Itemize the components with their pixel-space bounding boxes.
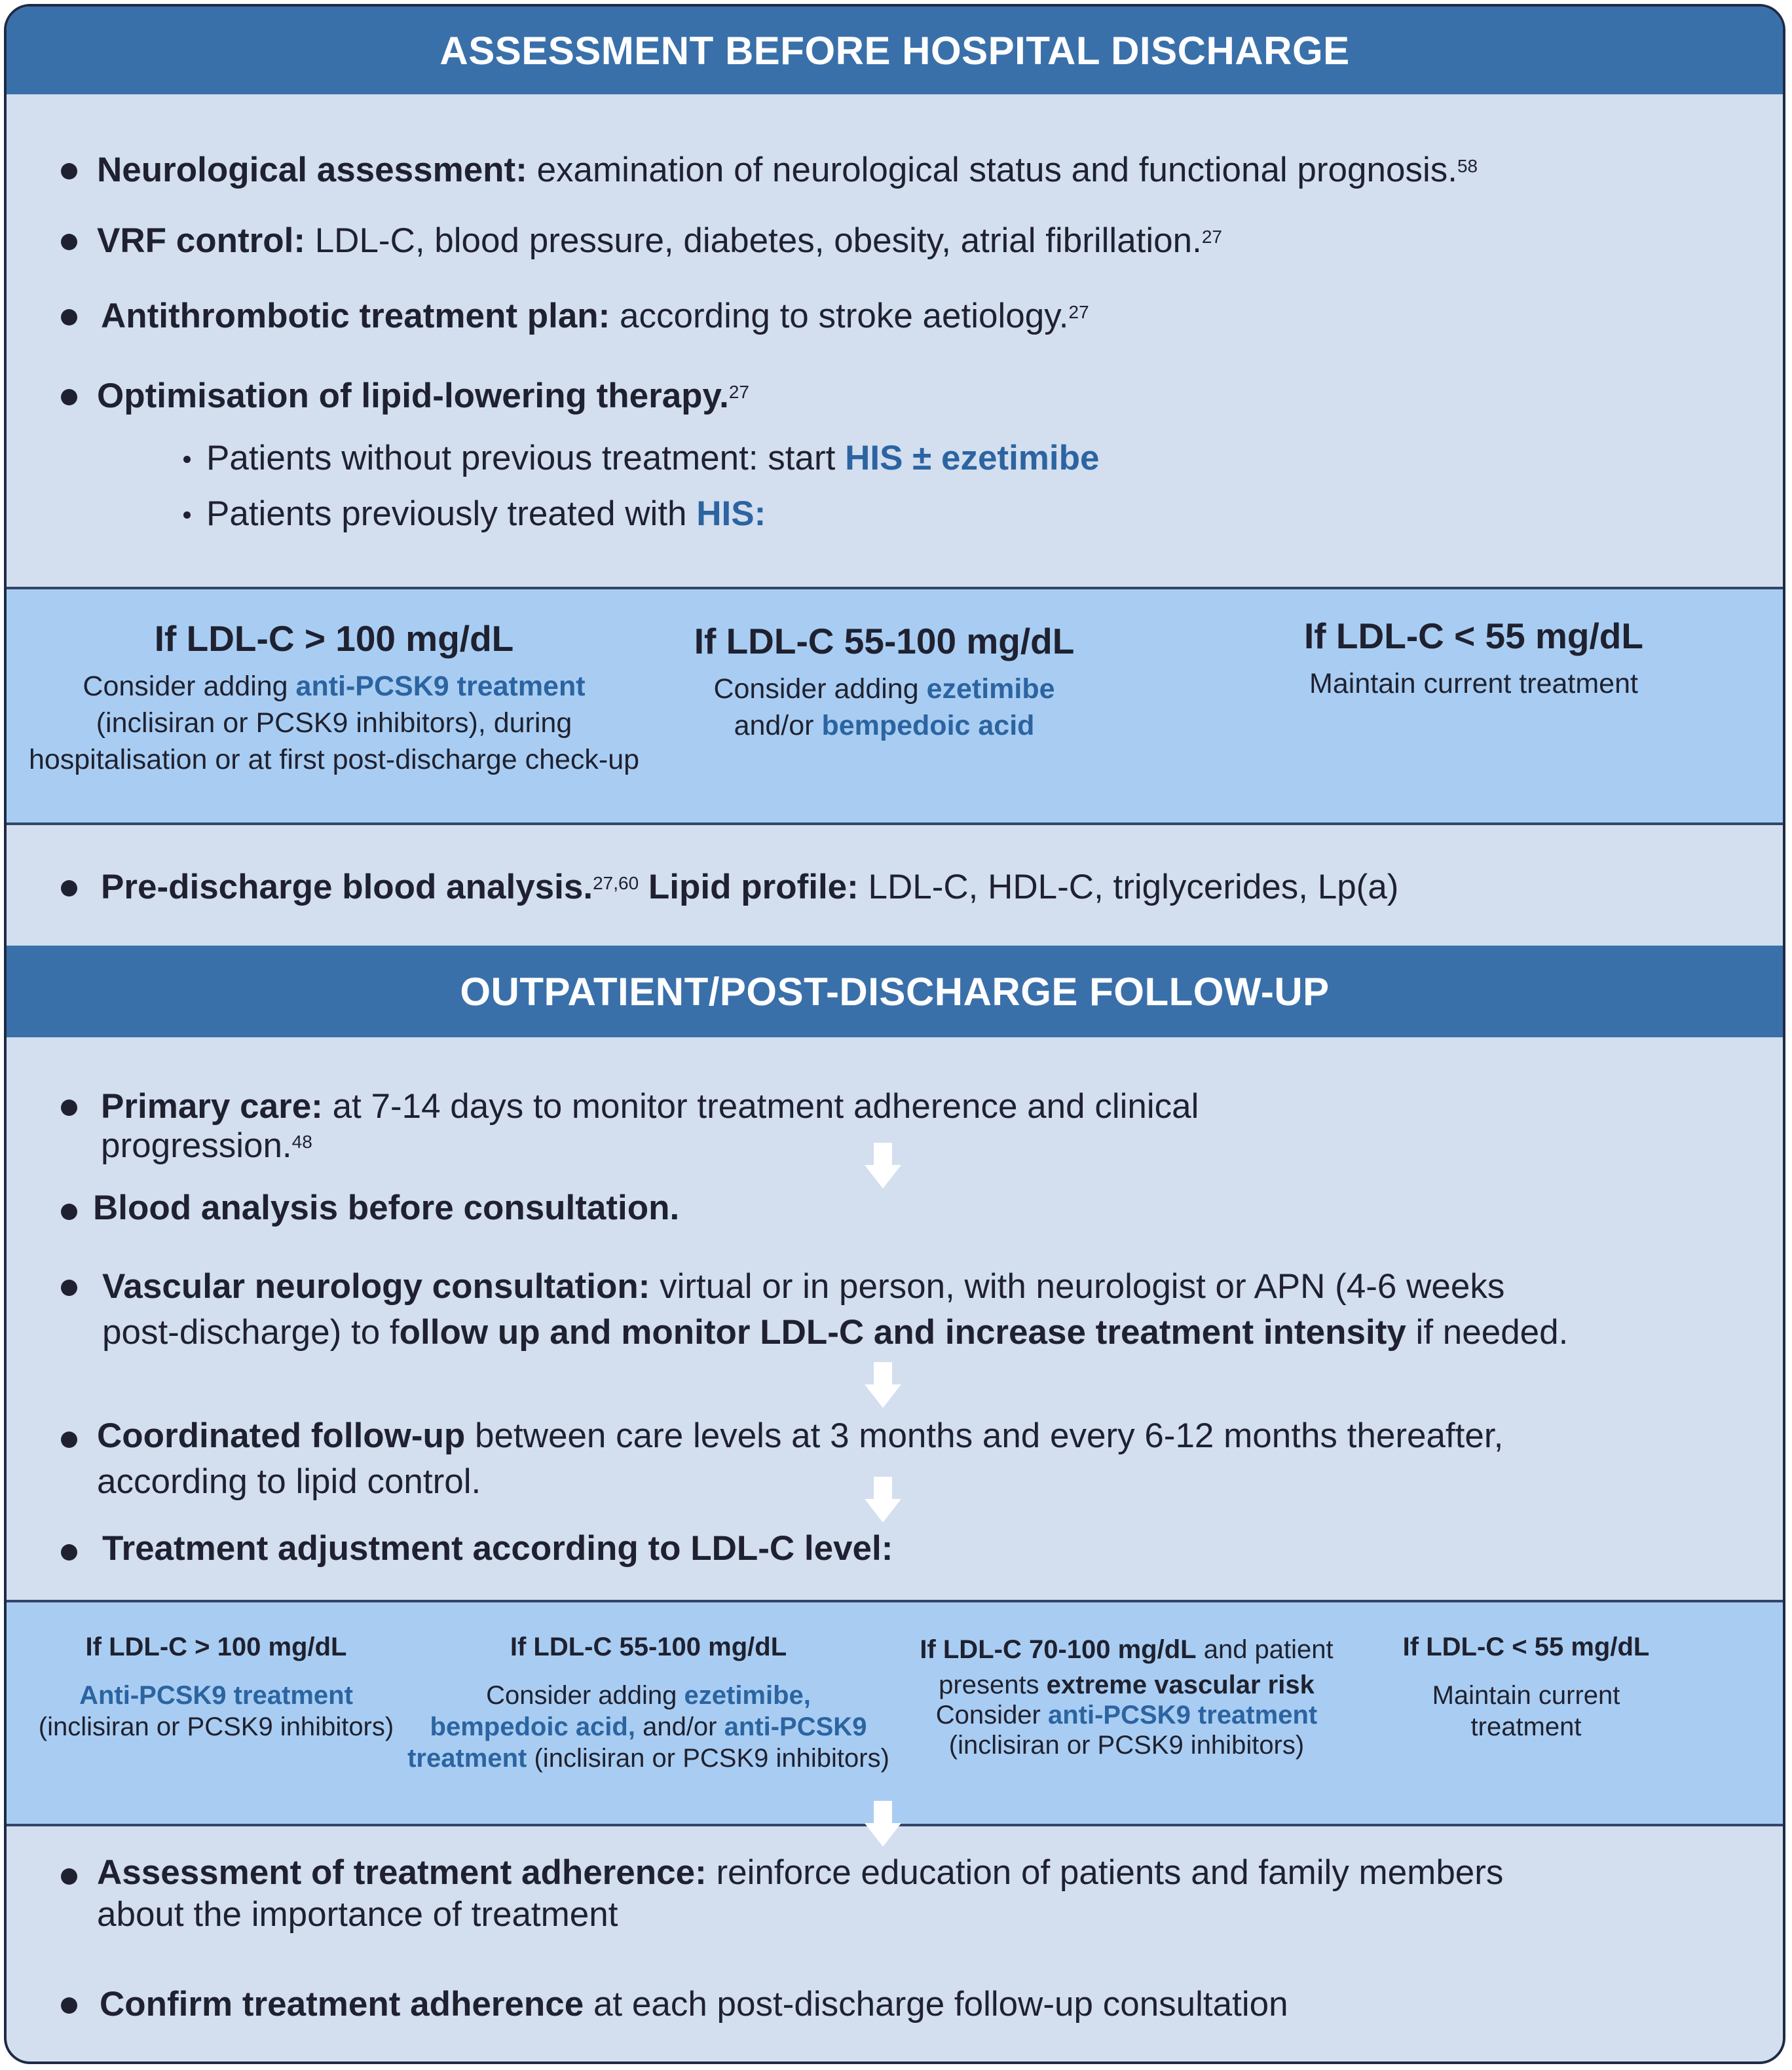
criterion-title: If LDL-C < 55 mg/dL [1402, 1633, 1650, 1661]
bullet-icon [61, 1280, 77, 1296]
down-arrow-icon [865, 1801, 901, 1847]
bullet-icon [61, 1544, 77, 1561]
criterion-body: Maintain current treatment [1309, 668, 1638, 699]
bullet-icon [61, 880, 77, 896]
down-arrow-icon [865, 1477, 901, 1523]
criterion-body: presents extreme vascular risk Consider anti-PCSK9 treatment (inclisiran or PCSK9 inhibitors) [935, 1671, 1318, 1760]
item-primary-care: Primary care: at 7-14 days to monitor treatment adherence and clinical progression.$^{48}$ [101, 1084, 1199, 1169]
reference: 27 [728, 382, 749, 402]
bullet-icon [61, 163, 77, 179]
criterion-body: Consider adding ezetimibe, bempedoic acid, and/or anti-PCSK9 treatment (inclisiran or PCSK9 inhibitors) [407, 1681, 889, 1773]
down-arrow-icon [865, 1143, 901, 1189]
item-label: Neurological assessment: [97, 151, 527, 189]
item-treatment-adjustment: Treatment adjustment according to LDL-C level: [102, 1526, 893, 1572]
criterion-ldl-55-100 [662, 618, 1107, 744]
section1-title: ASSESSMENT BEFORE HOSPITAL DISCHARGE [439, 28, 1350, 73]
criterion-title: If LDL-C 70-100 mg/dL and patient [920, 1635, 1334, 1664]
criterion-body: Maintain current treatment [1432, 1681, 1620, 1741]
section1-header [7, 7, 1783, 94]
bullet-icon [61, 389, 77, 405]
item-adherence-assessment: Assessment of treatment adherence: reinforce education of patients and family members about the importance of treatment [97, 1850, 1503, 1938]
item-label: Optimisation of lipid-lowering therapy. [97, 377, 729, 415]
subitem-text: Patients previously treated with [206, 494, 697, 533]
bullet-icon [61, 1868, 77, 1885]
criterion-body: Anti-PCSK9 treatment (inclisiran or PCSK9 inhibitors) [38, 1681, 394, 1741]
reference: 27 [1201, 227, 1223, 247]
item-neurological-assessment [97, 147, 1478, 193]
sub-bullet-icon [183, 456, 191, 463]
reference: 48 [291, 1132, 312, 1152]
criterion-body: Consider adding ezetimibe and/or bempedoic acid [713, 673, 1055, 741]
section2-title: OUTPATIENT/POST-DISCHARGE FOLLOW-UP [460, 969, 1330, 1014]
subitem-previous-his [206, 491, 766, 537]
item-text: examination of neurological status and functional prognosis. [527, 151, 1457, 189]
criterion-ldl-55-100 [386, 1629, 910, 1774]
subitem-highlight: HIS: [696, 494, 766, 533]
flowchart-frame [4, 4, 1785, 2064]
follow-up-criteria-band [7, 1600, 1783, 1826]
subitem-text: Patients without previous treatment: start [206, 439, 846, 477]
item-confirm-adherence: Confirm treatment adherence at each post-discharge follow-up consultation [100, 1982, 1288, 2027]
sub-bullet-icon [183, 511, 191, 519]
criterion-title: If LDL-C 55-100 mg/dL [510, 1633, 787, 1661]
item-antithrombotic-plan [101, 293, 1089, 339]
item-vascular-neurology: Vascular neurology consultation: virtual or in person, with neurologist or APN (4-6 weeks post-discharge) to follow up and monitor LDL-C and increase treatment intensity if needed. [102, 1264, 1568, 1356]
item-label: VRF control: [97, 221, 305, 260]
discharge-criteria-band [7, 587, 1783, 825]
criterion-body: Consider adding anti-PCSK9 treatment (inclisiran or PCSK9 inhibitors), during hospitalisation or at first post-discharge check-up [28, 671, 640, 775]
bullet-icon [61, 309, 77, 325]
criterion-ldl-below-55 [1336, 1629, 1716, 1743]
item-text: according to stroke aetiology. [610, 297, 1069, 335]
reference: 27,60 [593, 873, 639, 893]
item-label: Antithrombotic treatment plan: [101, 297, 610, 335]
item-text: LDL-C, blood pressure, diabetes, obesity, atrial fibrillation. [305, 221, 1202, 260]
item-blood-analysis: Blood analysis before consultation. [93, 1185, 679, 1231]
subitem-highlight: HIS ± ezetimibe [845, 439, 1100, 477]
bullet-icon [61, 234, 77, 250]
criterion-title: If LDL-C 55-100 mg/dL [694, 621, 1075, 661]
criterion-title: If LDL-C > 100 mg/dL [85, 1633, 347, 1661]
bullet-icon [61, 1100, 77, 1116]
bullet-icon [61, 1204, 77, 1220]
reference: 27 [1068, 302, 1089, 322]
criterion-ldl-below-55 [1251, 613, 1696, 702]
bullet-icon [61, 1432, 77, 1448]
criterion-ldl-70-100-extreme-risk [878, 1631, 1375, 1762]
criterion-title: If LDL-C > 100 mg/dL [154, 618, 514, 659]
subitem-no-previous-treatment [206, 435, 1100, 481]
bullet-icon [61, 1997, 77, 2014]
item-lipid-optimisation [97, 373, 749, 419]
down-arrow-icon [865, 1362, 901, 1408]
criterion-title: If LDL-C < 55 mg/dL [1304, 616, 1643, 656]
criterion-ldl-above-100 [20, 1629, 413, 1743]
section2-header [7, 946, 1783, 1037]
criterion-ldl-above-100 [7, 616, 662, 778]
item-predischarge-blood-analysis: Pre-discharge blood analysis.$^{27,60}$ Lipid profile: LDL-C, HDL-C, triglycerides, Lp(a) [101, 864, 1398, 910]
reference: 58 [1457, 156, 1478, 176]
item-coordinated-follow-up: Coordinated follow-up between care levels at 3 months and every 6-12 months thereafter, according to lipid control. [97, 1413, 1503, 1505]
item-vrf-control [97, 218, 1222, 264]
